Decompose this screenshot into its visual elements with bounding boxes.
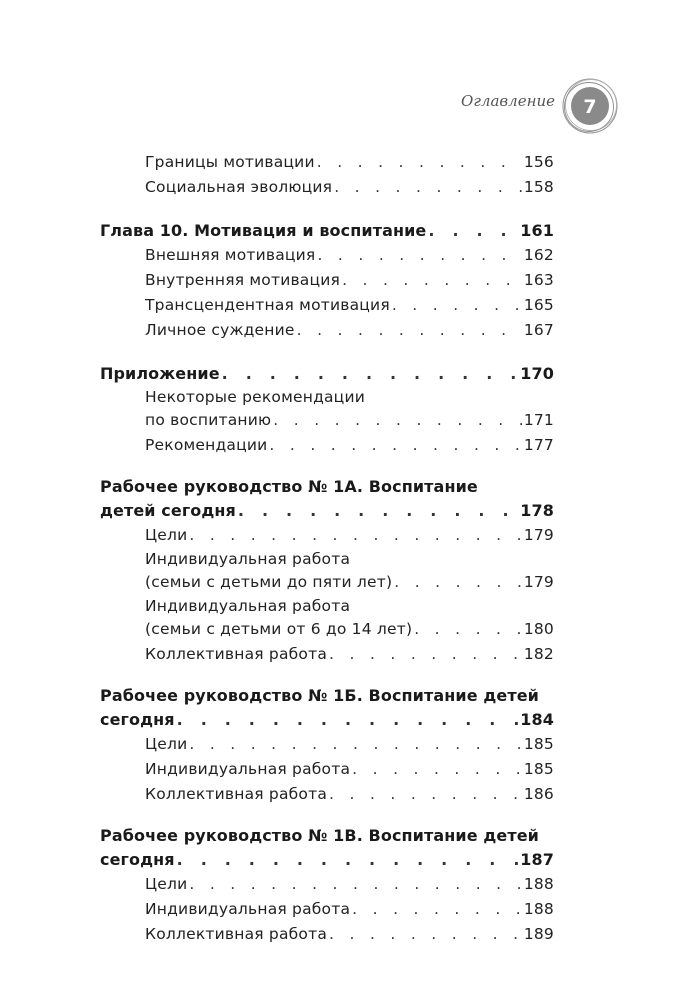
dot-leader: [222, 361, 519, 386]
toc-page-number: 171: [523, 411, 554, 429]
toc-page-number: 161: [520, 221, 554, 240]
dot-leader: [329, 782, 522, 807]
toc-page-number: 179: [523, 526, 554, 544]
toc-entry[interactable]: [100, 897, 554, 922]
toc-title-line: (семьи с детьми до пяти лет): [145, 573, 393, 591]
dot-leader: [177, 847, 519, 872]
dot-leader: [329, 642, 522, 667]
dot-leader: [317, 243, 521, 268]
toc-heading[interactable]: [100, 685, 554, 732]
toc-row: [100, 523, 554, 548]
toc-row: [100, 318, 554, 343]
toc-row: [100, 782, 554, 807]
toc-group: [100, 218, 554, 343]
dot-leader: [189, 872, 521, 897]
toc-entry[interactable]: [100, 757, 554, 782]
toc-title-line: Границы мотивации: [145, 153, 315, 171]
page-badge-rings-icon: [560, 76, 620, 136]
toc-page-number: 189: [523, 925, 554, 943]
page-number-badge: [560, 76, 620, 136]
toc-row: [100, 243, 554, 268]
toc-row: [100, 732, 554, 757]
toc-page-number: 186: [523, 785, 554, 803]
toc-entry[interactable]: [100, 782, 554, 807]
toc-row: [100, 922, 554, 947]
dot-leader: [334, 175, 522, 200]
toc-group: [100, 685, 554, 807]
toc-title-line: сегодня: [100, 710, 175, 729]
toc-row: [100, 617, 554, 642]
toc-page-number: 158: [523, 178, 554, 196]
toc-row: [100, 757, 554, 782]
toc-entry[interactable]: [100, 548, 554, 595]
toc-entry[interactable]: [100, 433, 554, 458]
toc-title-line: Приложение: [100, 364, 220, 383]
toc-title-line: Индивидуальная работа: [145, 760, 351, 778]
toc-heading[interactable]: [100, 218, 554, 243]
toc-entry[interactable]: [100, 318, 554, 343]
toc-title-line: Внутренняя мотивация: [145, 271, 341, 289]
dot-leader: [392, 293, 522, 318]
toc-title-line: Личное суждение: [145, 321, 295, 339]
toc-page-number: 178: [520, 501, 554, 520]
toc-title-line: Некоторые рекомендации: [145, 388, 365, 406]
toc-title-line: сегодня: [100, 850, 175, 869]
toc-entry[interactable]: [100, 642, 554, 667]
toc-page-number: 165: [523, 296, 554, 314]
toc-title-line: Рекомендации: [145, 436, 268, 454]
toc-page-number: 170: [520, 364, 554, 383]
dot-leader: [317, 150, 522, 175]
toc-title-line: Внешняя мотивация: [145, 246, 316, 264]
toc-entry[interactable]: [100, 922, 554, 947]
dot-leader: [189, 523, 521, 548]
toc-title-line: по воспитанию: [145, 411, 272, 429]
dot-leader: [352, 757, 522, 782]
dot-leader: [414, 617, 522, 642]
toc-row: [100, 642, 554, 667]
toc-entry[interactable]: [100, 595, 554, 642]
running-header-title: Оглавление: [461, 92, 555, 110]
toc-title-line: Рабочее руководство № 1А. Воспитание: [100, 477, 478, 496]
toc-row: [100, 268, 554, 293]
toc-entry[interactable]: [100, 293, 554, 318]
toc-entry[interactable]: [100, 175, 554, 200]
dot-leader: [177, 707, 519, 732]
toc-page-number: 180: [523, 620, 554, 638]
toc-page-number: 185: [523, 735, 554, 753]
toc-title-line: Рабочее руководство № 1Б. Воспитание детей: [100, 686, 539, 705]
dot-leader: [428, 218, 518, 243]
toc-page-number: 156: [523, 153, 554, 171]
dot-leader: [269, 433, 521, 458]
toc-title-line: Цели: [145, 875, 188, 893]
toc-title-line: Трансцендентная мотивация: [145, 296, 390, 314]
toc-title-line: Коллективная работа: [145, 925, 328, 943]
toc-title-line: Цели: [145, 735, 188, 753]
toc-row: [100, 570, 554, 595]
dot-leader: [273, 408, 522, 433]
toc-row: [100, 707, 554, 732]
toc-page-number: 163: [523, 271, 554, 289]
toc-title-line: Цели: [145, 526, 188, 544]
page-number: 7: [583, 96, 597, 118]
toc-group: [100, 476, 554, 667]
toc-page-number: 162: [523, 246, 554, 264]
toc-page-number: 188: [523, 875, 554, 893]
dot-leader: [238, 498, 518, 523]
toc-page-number: 187: [520, 850, 554, 869]
toc-group: [100, 825, 554, 947]
dot-leader: [342, 268, 522, 293]
toc-title-line: Коллективная работа: [145, 645, 328, 663]
toc-row: [100, 433, 554, 458]
toc-entry[interactable]: [100, 268, 554, 293]
toc-title-line: Социальная эволюция: [145, 178, 333, 196]
dot-leader: [352, 897, 522, 922]
toc-entry[interactable]: [100, 523, 554, 548]
toc-row: [100, 175, 554, 200]
toc-heading[interactable]: [100, 361, 554, 386]
toc-entry[interactable]: [100, 243, 554, 268]
toc-entry[interactable]: [100, 872, 554, 897]
toc-row: [100, 847, 554, 872]
toc-row: [100, 408, 554, 433]
toc-row: [100, 218, 554, 243]
toc-row: [100, 872, 554, 897]
toc-group: [100, 361, 554, 458]
toc-entry[interactable]: [100, 732, 554, 757]
toc-title-line: Коллективная работа: [145, 785, 328, 803]
toc-title-line: (семьи с детьми от 6 до 14 лет): [145, 620, 413, 638]
toc-heading[interactable]: [100, 825, 554, 872]
toc-title-line: Индивидуальная работа: [145, 900, 351, 918]
toc-title-line: Индивидуальная работа: [145, 597, 351, 615]
toc-row: [100, 897, 554, 922]
table-of-contents: [100, 150, 554, 965]
toc-title-line: Рабочее руководство № 1В. Воспитание детей: [100, 826, 539, 845]
toc-entry[interactable]: [100, 386, 554, 433]
toc-title-line: Глава 10. Мотивация и воспитание: [100, 221, 427, 240]
toc-group: [100, 150, 554, 200]
toc-row: [100, 150, 554, 175]
toc-heading[interactable]: [100, 476, 554, 523]
toc-page-number: 185: [523, 760, 554, 778]
toc-title-line: Индивидуальная работа: [145, 550, 351, 568]
toc-page-number: 188: [523, 900, 554, 918]
toc-row: [100, 498, 554, 523]
dot-leader: [394, 570, 522, 595]
toc-page-number: 184: [520, 710, 554, 729]
dot-leader: [329, 922, 522, 947]
dot-leader: [189, 732, 521, 757]
toc-page-number: 177: [523, 436, 554, 454]
toc-page-number: 167: [523, 321, 554, 339]
toc-entry[interactable]: [100, 150, 554, 175]
toc-row: [100, 361, 554, 386]
dot-leader: [297, 318, 522, 343]
toc-title-line: детей сегодня: [100, 501, 236, 520]
toc-row: [100, 293, 554, 318]
toc-page-number: 182: [523, 645, 554, 663]
toc-page-number: 179: [523, 573, 554, 591]
